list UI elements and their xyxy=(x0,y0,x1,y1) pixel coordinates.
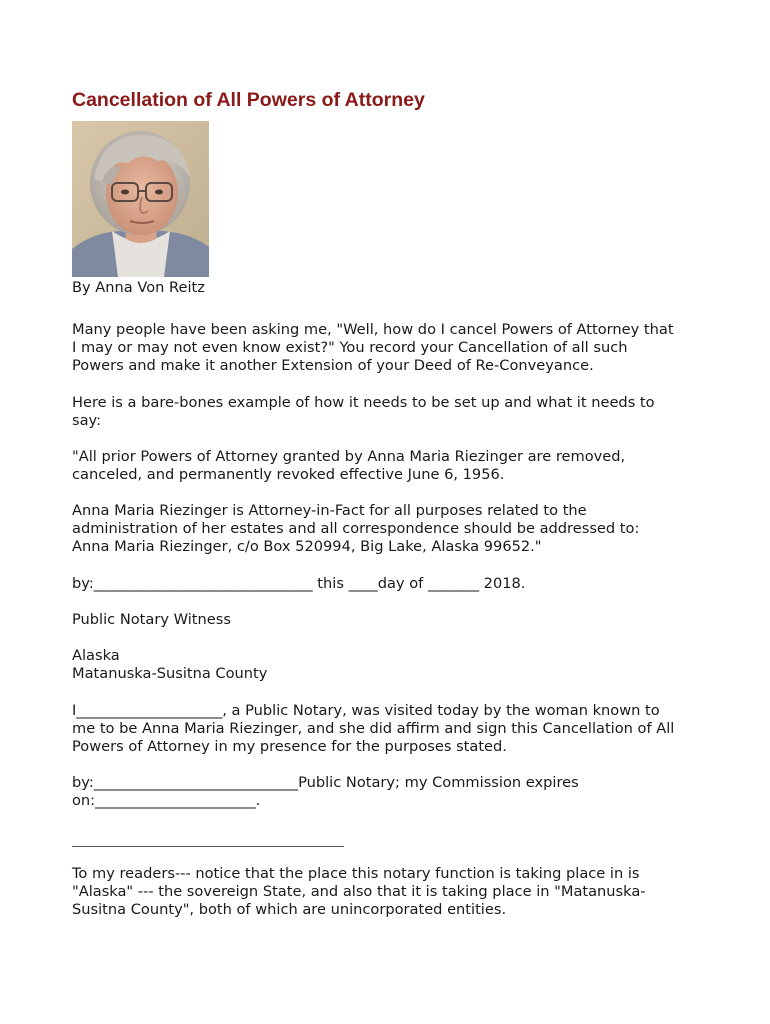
footnote: To my readers--- notice that the place this notary function is taking place in is "Alaska" --- the sovereign State, and also that it is taking place in "Matanuska- Susitna County", both of which are unincorporated entities. xyxy=(72,865,646,918)
paragraph-revocation: "All prior Powers of Attorney granted by Anna Maria Riezinger are removed, canceled, and permanently revoked effective June 6, 1956. xyxy=(72,448,626,483)
notary-signature-line: by:____________________________Public Notary; my Commission expires on:______________________. xyxy=(72,774,579,809)
paragraph-attorney-in-fact: Anna Maria Riezinger is Attorney-in-Fact for all purposes related to the administration of her estates and all correspondence should be addressed to: Anna Maria Riezinger, c/o Box 520994, Big Lake, Alaska 99652." xyxy=(72,502,640,555)
notary-statement: I____________________, a Public Notary, was visited today by the woman known to me to be Anna Maria Riezinger, and she did affirm and sign this Cancellation of All Powers of Attorney in my presence for the purposes stated. xyxy=(72,702,675,755)
author-photo xyxy=(72,121,209,277)
byline: By Anna Von Reitz xyxy=(72,279,205,296)
notary-witness-heading: Public Notary Witness xyxy=(72,611,231,628)
paragraph-intro: Many people have been asking me, "Well, how do I cancel Powers of Attorney that I may or may not even know exist?" You record your Cancellation of all such Powers and make it another Extension of your Deed of Re-Conveyance. xyxy=(72,321,674,374)
document-title: Cancellation of All Powers of Attorney xyxy=(72,89,425,111)
paragraph-example-intro: Here is a bare-bones example of how it needs to be set up and what it needs to say: xyxy=(72,394,655,429)
notary-location: Alaska Matanuska-Susitna County xyxy=(72,647,268,682)
footnote-divider xyxy=(72,846,344,847)
signature-line: by:______________________________ this ____day of _______ 2018. xyxy=(72,575,526,592)
